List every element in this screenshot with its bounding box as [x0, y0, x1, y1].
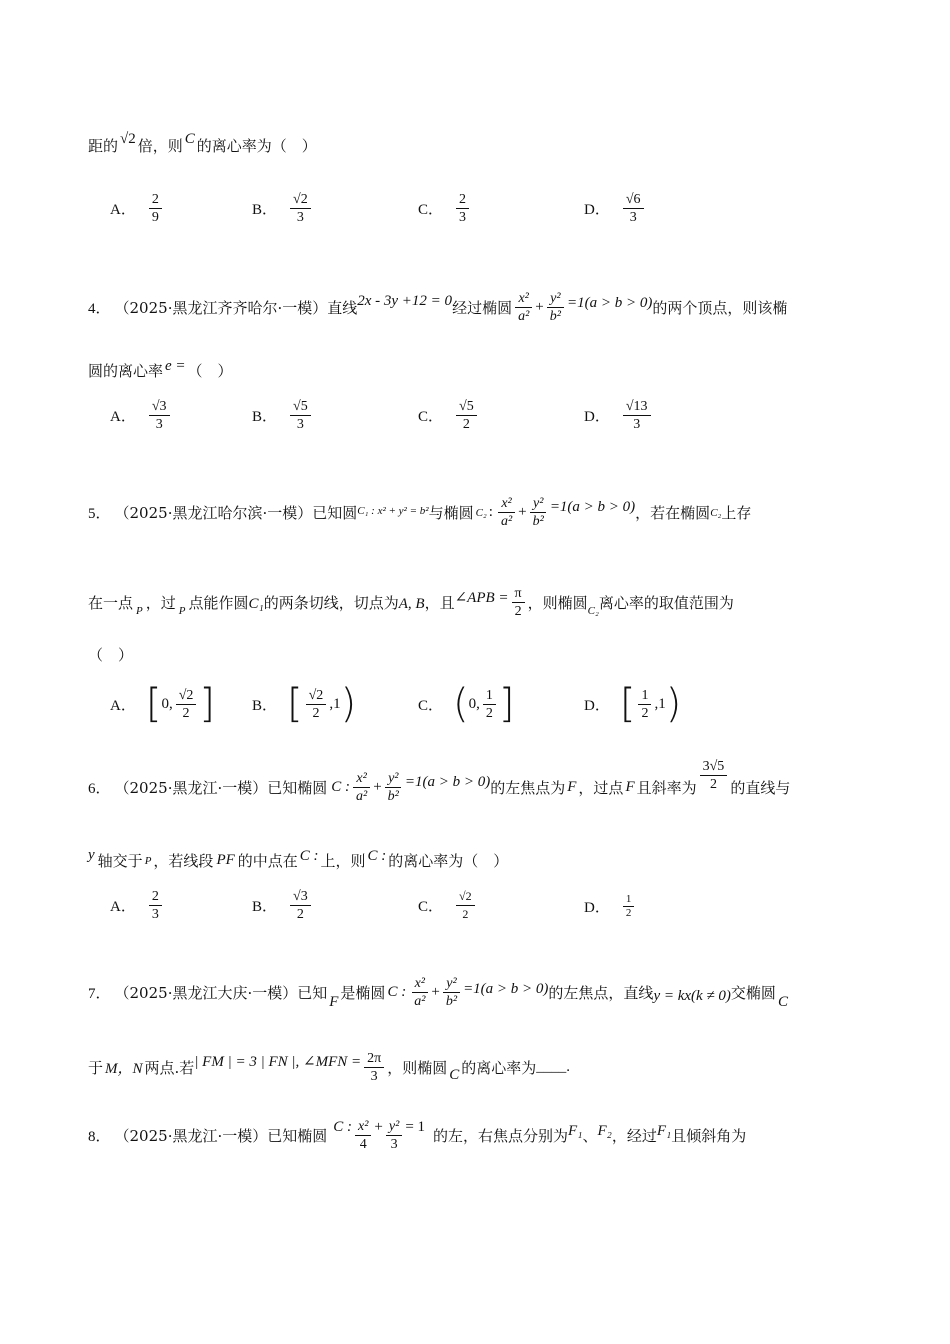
q3-option-d[interactable]: D． $\frac{√6}{3}$: [584, 191, 647, 226]
q3-option-b[interactable]: B． $\frac{√2}{3}$: [252, 191, 314, 226]
question-source: （2025·黑龙江·一模）: [114, 1127, 268, 1145]
answer-blank[interactable]: ____.: [536, 1059, 570, 1075]
question-source: （2025·黑龙江哈尔滨·一模）: [114, 504, 313, 522]
q4-option-c[interactable]: C． $\frac{√5}{2}$: [418, 398, 480, 433]
q6-option-a[interactable]: A． $\frac{2}{3}$: [110, 888, 165, 923]
question-source: （2025·黑龙江大庆·一模）: [114, 984, 298, 1002]
q6-option-b[interactable]: B． $\frac{√3}{2}$: [252, 888, 314, 923]
question-number: 4．: [88, 301, 111, 317]
q4-stem-line2: 圆的离心率 e = （ ）: [88, 358, 233, 380]
q4-option-b[interactable]: B． $\frac{√5}{3}$: [252, 398, 314, 433]
q6-stem-line1: 6． （2025·黑龙江·一模） 已知椭圆 C : $\frac{\text{x²}}{\text{a²}}$ + $\frac{\text{y²}}{\text{b²}}$ =1(a > b > 0) 的左焦点为 F ，过点 F 且斜率为 $\frac{3√5}{2}$ 的直线与: [88, 759, 791, 804]
q4-stem-line1: 4． （2025·黑龙江齐齐哈尔·一模） 直线 2x - 3y +12 = 0 经过椭圆 $\frac{\text{x²}}{\text{a²}}$ + $\frac{\text{y²}}{\text{b²}}$ =1(a > b > 0) 的两个顶点，则该椭: [88, 291, 788, 324]
q5-stem-line2: 在一点 P ，过 P 点能作圆 C₁ 的两条切线，切点为 A, B ，且 ∠APB = $\frac{\pi}{2}$ ，则椭圆 C₂ 离心率的取值范围为: [88, 586, 734, 619]
question-source: （2025·黑龙江齐齐哈尔·一模）: [114, 299, 328, 317]
question-number: 7．: [88, 986, 111, 1002]
q6-option-d[interactable]: D． $\frac{1}{2}$: [584, 893, 637, 920]
q3-stem: 距的 √2 倍，则 C 的离心率为（ ）: [88, 131, 317, 155]
q4-option-a[interactable]: A． $\frac{√3}{3}$: [110, 398, 173, 433]
q8-stem-line1: 8． （2025·黑龙江·一模） 已知椭圆 C : $\frac{\text{x²}}{4}$ + $\frac{\text{y²}}{3}$ = 1 的左，右焦点分别为 F₁ 、 F₂ ，经过 F₁ 且倾斜角为: [88, 1119, 747, 1152]
q5-option-a[interactable]: A． [ 0, $\frac{√2}{2}$ ]: [110, 681, 215, 727]
q5-stem-line1: 5． （2025·黑龙江哈尔滨·一模） 已知圆 C₁ : x² + y² = b² 与椭圆 C₂ : $\frac{\text{x²}}{\text{a²}}$ + $\frac{\text{y²}}{\text{b²}}$ =1(a > b > 0) ，若在椭圆 C₂ 上存: [88, 496, 752, 529]
q5-option-d[interactable]: D． [ $\frac{1}{2}$ ,1 ): [584, 681, 682, 727]
sqrt2-term: √2: [120, 131, 136, 147]
q3-option-c[interactable]: C． $\frac{2}{3}$: [418, 191, 472, 226]
q5-option-b[interactable]: B． [ $\frac{√2}{2}$ ,1 ): [252, 681, 357, 727]
question-number: 8．: [88, 1129, 111, 1145]
question-source: （2025·黑龙江·一模）: [114, 779, 268, 797]
q6-stem-line2: y 轴交于 P ，若线段 PF 的中点在 C : 上，则 C : 的离心率为（ ）: [88, 847, 509, 870]
q6-option-c[interactable]: C． $\frac{√2}{2}$: [418, 888, 478, 923]
q7-stem-line1: 7． （2025·黑龙江大庆·一模） 已知 F 是椭圆 C : $\frac{\text{x²}}{\text{a²}}$ + $\frac{\text{y²}}{\text{b²}}$ =1(a > b > 0) 的左焦点，直线 y = kx(k ≠ 0) 交椭圆 C: [88, 976, 788, 1010]
q5-option-c[interactable]: C． ( 0, $\frac{1}{2}$ ]: [418, 681, 515, 727]
q3-option-a[interactable]: A． $\frac{2}{9}$: [110, 191, 165, 226]
question-number: 5．: [88, 506, 111, 522]
q7-stem-line2: 于 M，N 两点.若 | FM | = 3 | FN |, ∠MFN = $\frac{2\pi}{3}$ ，则椭圆 C 的离心率为 ____.: [88, 1051, 570, 1084]
question-number: 6．: [88, 781, 111, 797]
q4-option-d[interactable]: D． $\frac{√13}{3}$: [584, 398, 654, 433]
q5-paren: （ ）: [88, 646, 134, 664]
